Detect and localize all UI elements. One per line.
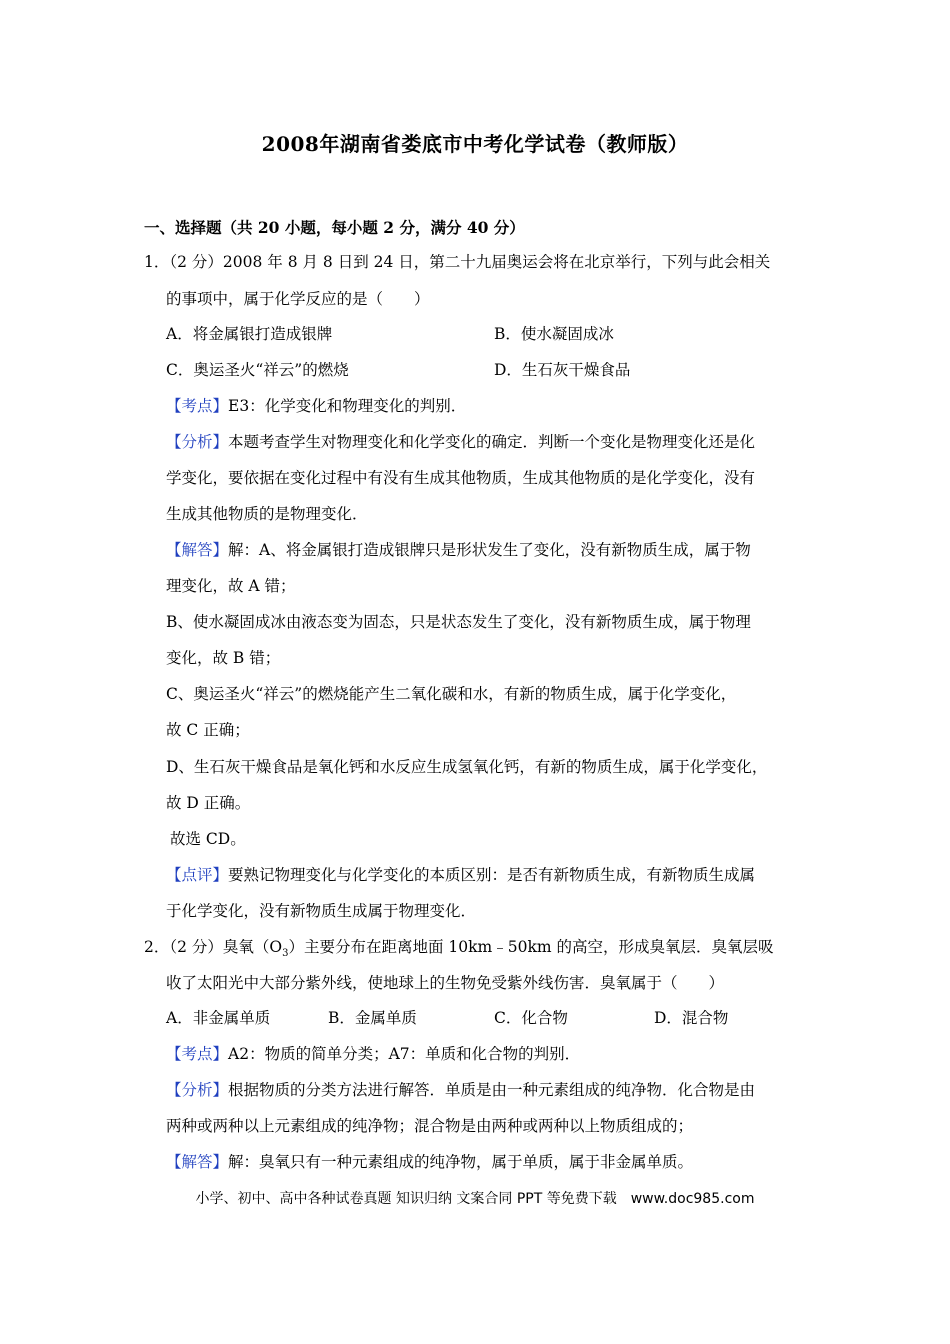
q1-option-b: B．使水凝固成冰 (494, 325, 614, 343)
fenxi-tag: 【分析】 (166, 1081, 229, 1099)
q1-jieda (166, 538, 751, 562)
q1-option-a: A．将金属银打造成银牌 (166, 325, 333, 343)
q1-jieda-text-7: D、生石灰干燥食品是氧化钙和水反应生成氢氧化钙，有新的物质生成，属于化学变化， (166, 758, 768, 776)
q1-jieda-text-9: 故选 CD。 (170, 830, 246, 848)
dianping-tag: 【点评】 (166, 866, 229, 884)
q1-fenxi-text-1: 本题考查学生对物理变化和化学变化的确定．判断一个变化是物理变化还是化 (228, 433, 756, 451)
kaodian-tag: 【考点】 (166, 397, 229, 415)
q1-kaodian (166, 394, 466, 418)
fenxi-tag: 【分析】 (166, 433, 229, 451)
q1-dianping (166, 863, 755, 887)
q2-fenxi-text-1: 根据物质的分类方法进行解答．单质是由一种元素组成的纯净物．化合物是由 (228, 1081, 756, 1099)
q2-option-d: D．混合物 (654, 1009, 729, 1027)
kaodian-tag: 【考点】 (166, 1045, 229, 1063)
q2-option-a: A．非金属单质 (166, 1009, 271, 1027)
q2-fenxi-text-2: 两种或两种以上元素组成的纯净物；混合物是由两种或两种以上物质组成的； (166, 1117, 694, 1135)
q2-stem-subscript: 3 (282, 948, 289, 960)
q2-kaodian (166, 1042, 580, 1066)
q1-stem-line2: 的事项中，属于化学反应的是（ ） (166, 290, 430, 308)
jieda-tag: 【解答】 (166, 541, 229, 559)
q1-jieda-text-8: 故 D 正确。 (166, 794, 251, 812)
q1-dianping-text-2: 于化学变化，没有新物质生成属于物理变化． (166, 902, 477, 920)
jieda-tag: 【解答】 (166, 1153, 229, 1171)
q1-stem-line1: 1．（2 分）2008 年 8 月 8 日到 24 日，第二十九届奥运会将在北京举行，下列与此会相关 (144, 253, 771, 271)
q2-kaodian-text: A2：物质的简单分类；A7：单质和化合物的判别． (228, 1045, 581, 1063)
q1-option-d: D．生石灰干燥食品 (494, 361, 631, 379)
q1-fenxi (166, 430, 755, 454)
page-title: 2008年湖南省娄底市中考化学试卷（教师版） (261, 132, 689, 156)
section-heading: 一、选择题（共 20 小题，每小题 2 分，满分 40 分） (144, 218, 525, 237)
q2-jieda-text-1: 解：臭氧只有一种元素组成的纯净物，属于单质，属于非金属单质。 (228, 1153, 694, 1171)
q2-stem-line1 (144, 935, 773, 966)
q1-jieda-text-6: 故 C 正确； (166, 721, 250, 739)
q1-jieda-text-1: 解：A、将金属银打造成银牌只是形状发生了变化，没有新物质生成，属于物 (228, 541, 751, 559)
q1-dianping-text-1: 要熟记物理变化与化学变化的本质区别：是否有新物质生成，有新物质生成属 (228, 866, 756, 884)
q2-stem-part-b: ）主要分布在距离地面 10km﹣50km 的高空，形成臭氧层．臭氧层吸 (288, 938, 774, 956)
page-footer: 小学、初中、高中各种试卷真题 知识归纳 文案合同 PPT 等免费下载 www.doc985.com (195, 1191, 755, 1207)
q1-option-c: C．奥运圣火“祥云”的燃烧 (166, 361, 349, 379)
q2-jieda (166, 1150, 693, 1174)
q2-stem-line2: 收了太阳光中大部分紫外线，使地球上的生物免受紫外线伤害．臭氧属于（ ） (166, 974, 725, 992)
q1-fenxi-text-2: 学变化，要依据在变化过程中有没有生成其他物质，生成其他物质的是化学变化，没有 (166, 469, 756, 487)
q1-jieda-text-2: 理变化，故 A 错； (166, 577, 296, 595)
q1-kaodian-text: E3：化学变化和物理变化的判别． (228, 397, 467, 415)
q1-fenxi-text-3: 生成其他物质的是物理变化． (166, 505, 368, 523)
q1-jieda-text-5: C、奥运圣火“祥云”的燃烧能产生二氧化碳和水，有新的物质生成，属于化学变化， (166, 685, 737, 703)
q1-jieda-text-3: B、使水凝固成冰由液态变为固态，只是状态发生了变化，没有新物质生成，属于物理 (166, 613, 751, 631)
q2-stem-part-a: 2．（2 分）臭氧（O (144, 938, 283, 956)
q2-fenxi (166, 1078, 755, 1102)
q2-option-b: B．金属单质 (328, 1009, 417, 1027)
q2-option-c: C．化合物 (494, 1009, 568, 1027)
q1-jieda-text-4: 变化，故 B 错； (166, 649, 281, 667)
